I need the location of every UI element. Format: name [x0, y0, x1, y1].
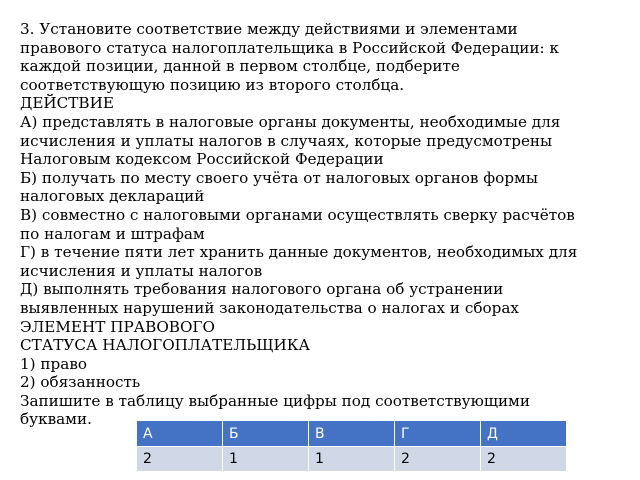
element-option-1: 1) право [20, 354, 88, 373]
answer-cell-b: 1 [223, 446, 309, 471]
answer-cell-a: 2 [137, 446, 223, 471]
task-line: соответствующую позицию из второго столбца. [20, 75, 405, 94]
option-a-line: А) представлять в налоговые органы документы, необходимые для [20, 112, 561, 131]
task-line: 3. Установите соответствие между действиями и элементами [20, 20, 518, 38]
option-d-line: Д) выполнять требования налогового органа об устранении [20, 280, 504, 299]
answer-header-g: Г [395, 421, 481, 446]
option-d-line: выявленных нарушений законодательства о налогах и сборах [20, 298, 519, 317]
answer-header-d: Д [481, 421, 567, 446]
option-a-line: исчисления и уплаты налогов в случаях, которые предусмотрены [20, 131, 553, 150]
instruction-line: буквами. [20, 410, 92, 429]
element-option-2: 2) обязанность [20, 373, 141, 392]
instruction-line: Запишите в таблицу выбранные цифры под соответствующими [20, 391, 530, 410]
option-g-line: Г) в течение пяти лет хранить данные документов, необходимых для [20, 243, 578, 262]
answer-cell-g: 2 [395, 446, 481, 471]
option-g-line: исчисления и уплаты налогов [20, 261, 263, 280]
task-line: правового статуса налогоплательщика в Российской Федерации: к [20, 38, 559, 57]
section-heading-element: СТАТУСА НАЛОГОПЛАТЕЛЬЩИКА [20, 336, 311, 355]
answer-table-header-row [137, 421, 567, 446]
answer-table-row [137, 446, 567, 471]
option-b-line: Б) получать по месту своего учёта от налоговых органов формы [20, 168, 538, 187]
answer-header-b: Б [223, 421, 309, 446]
option-v-line: В) совместно с налоговыми органами осуществлять сверку расчётов [20, 205, 575, 224]
option-v-line: по налогам и штрафам [20, 224, 205, 243]
section-heading-element: ЭЛЕМЕНТ ПРАВОВОГО [20, 317, 215, 336]
answer-header-a: А [137, 421, 223, 446]
answer-cell-v: 1 [309, 446, 395, 471]
answer-table [137, 421, 567, 471]
option-b-line: налоговых деклараций [20, 187, 205, 206]
option-a-line: Налоговым кодексом Российской Федерации [20, 150, 384, 169]
section-heading-actions: ДЕЙСТВИЕ [20, 94, 114, 113]
answer-header-v: В [309, 421, 395, 446]
task-line: каждой позиции, данной в первом столбце, подберите [20, 57, 460, 76]
task-text [20, 20, 620, 429]
answer-cell-d: 2 [481, 446, 567, 471]
